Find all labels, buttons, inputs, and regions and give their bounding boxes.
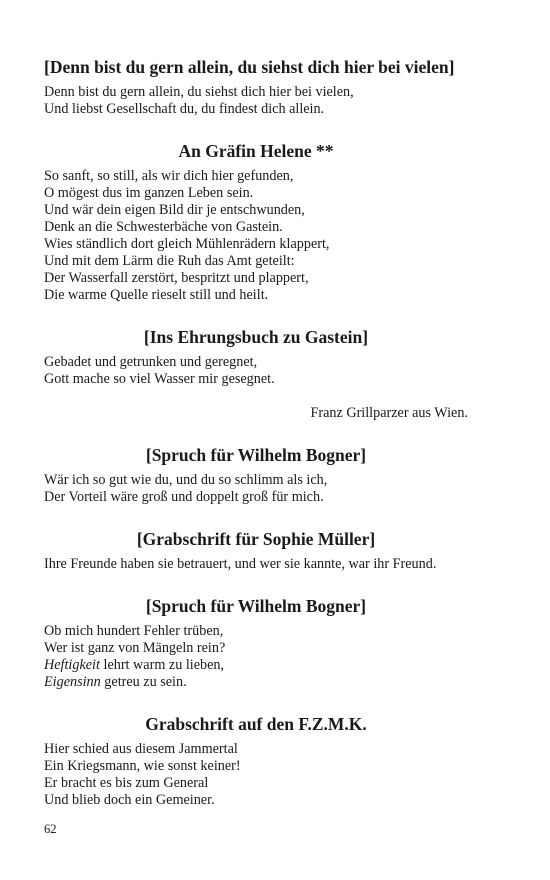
poem-line: Und wär dein eigen Bild dir je entschwunden, (44, 202, 305, 218)
poem-line: Der Wasserfall zerstört, bespritzt und plappert, (44, 270, 309, 286)
poem-title: An Gräfin Helene ** (178, 141, 334, 161)
poem-title: [Denn bist du gern allein, du siehst dich hier bei vielen] (44, 57, 455, 77)
poem-body (44, 168, 468, 304)
poem-title: [Ins Ehrungsbuch zu Gastein] (143, 327, 369, 347)
poem-line: Gott mache so viel Wasser mir gesegnet. (44, 371, 275, 387)
poem-signature: Franz Grillparzer aus Wien. (310, 405, 468, 421)
poem-denn-bist-du (44, 56, 468, 118)
poem-body (44, 84, 468, 118)
poem-line: Die warme Quelle rieselt still und heilt. (44, 287, 269, 303)
poem-spruch-bogner-1 (44, 444, 468, 506)
page-number: 62 (44, 822, 57, 836)
poem-line: Ein Kriegsmann, wie sonst keiner! (44, 758, 241, 774)
poem-line: Und mit dem Lärm die Ruh das Amt geteilt: (44, 253, 295, 269)
poem-ehrungsbuch-gastein (44, 326, 468, 422)
poem-line: So sanft, so still, als wir dich hier gefunden, (44, 168, 294, 184)
page-content (44, 56, 468, 809)
poem-spruch-bogner-2 (44, 595, 468, 691)
line-rest: lehrt warm zu lieben, (99, 657, 225, 673)
poem-line: O mögest dus im ganzen Leben sein. (44, 185, 254, 201)
poem-title: [Spruch für Wilhelm Bogner] (145, 445, 367, 465)
poem-line: Der Vorteil wäre groß und doppelt groß für mich. (44, 489, 324, 505)
poem-line: Denk an die Schwesterbäche von Gastein. (44, 219, 283, 235)
poem-title: Grabschrift auf den F.Z.M.K. (145, 714, 367, 734)
poem-title: [Spruch für Wilhelm Bogner] (145, 596, 367, 616)
poem-line: Ihre Freunde haben sie betrauert, und wer sie kannte, war ihr Freund. (44, 556, 437, 572)
poem-body (44, 354, 468, 388)
poem-line: Ob mich hundert Fehler trüben, (44, 623, 224, 639)
poem-line: Hier schied aus diesem Jammertal (44, 741, 238, 757)
poem-body (44, 623, 468, 691)
poem-line: Wer ist ganz von Mängeln rein? (44, 640, 226, 656)
poem-line: Wär ich so gut wie du, und du so schlimm als ich, (44, 472, 328, 488)
poem-line: Er bracht es bis zum General (44, 775, 209, 791)
poem-line (44, 657, 468, 674)
poem-grabschrift-mueller (44, 528, 468, 573)
poem-line: Und liebst Gesellschaft du, du findest dich allein. (44, 101, 325, 117)
poem-grabschrift-fzmk (44, 713, 468, 809)
poem-line: Gebadet und getrunken und geregnet, (44, 354, 258, 370)
poem-line: Und blieb doch ein Gemeiner. (44, 792, 215, 808)
italic-word: Heftigkeit (44, 657, 100, 673)
line-rest: getreu zu sein. (100, 674, 187, 690)
poem-line (44, 674, 468, 691)
poem-body (44, 472, 468, 506)
italic-word: Eigensinn (44, 674, 101, 690)
poem-line: Denn bist du gern allein, du siehst dich hier bei vielen, (44, 84, 354, 100)
poem-body (44, 556, 468, 573)
poem-body (44, 741, 468, 809)
poem-title: [Grabschrift für Sophie Müller] (136, 529, 376, 549)
poem-an-graefin-helene (44, 140, 468, 304)
poem-line: Wies ständlich dort gleich Mühlenrädern klappert, (44, 236, 330, 252)
